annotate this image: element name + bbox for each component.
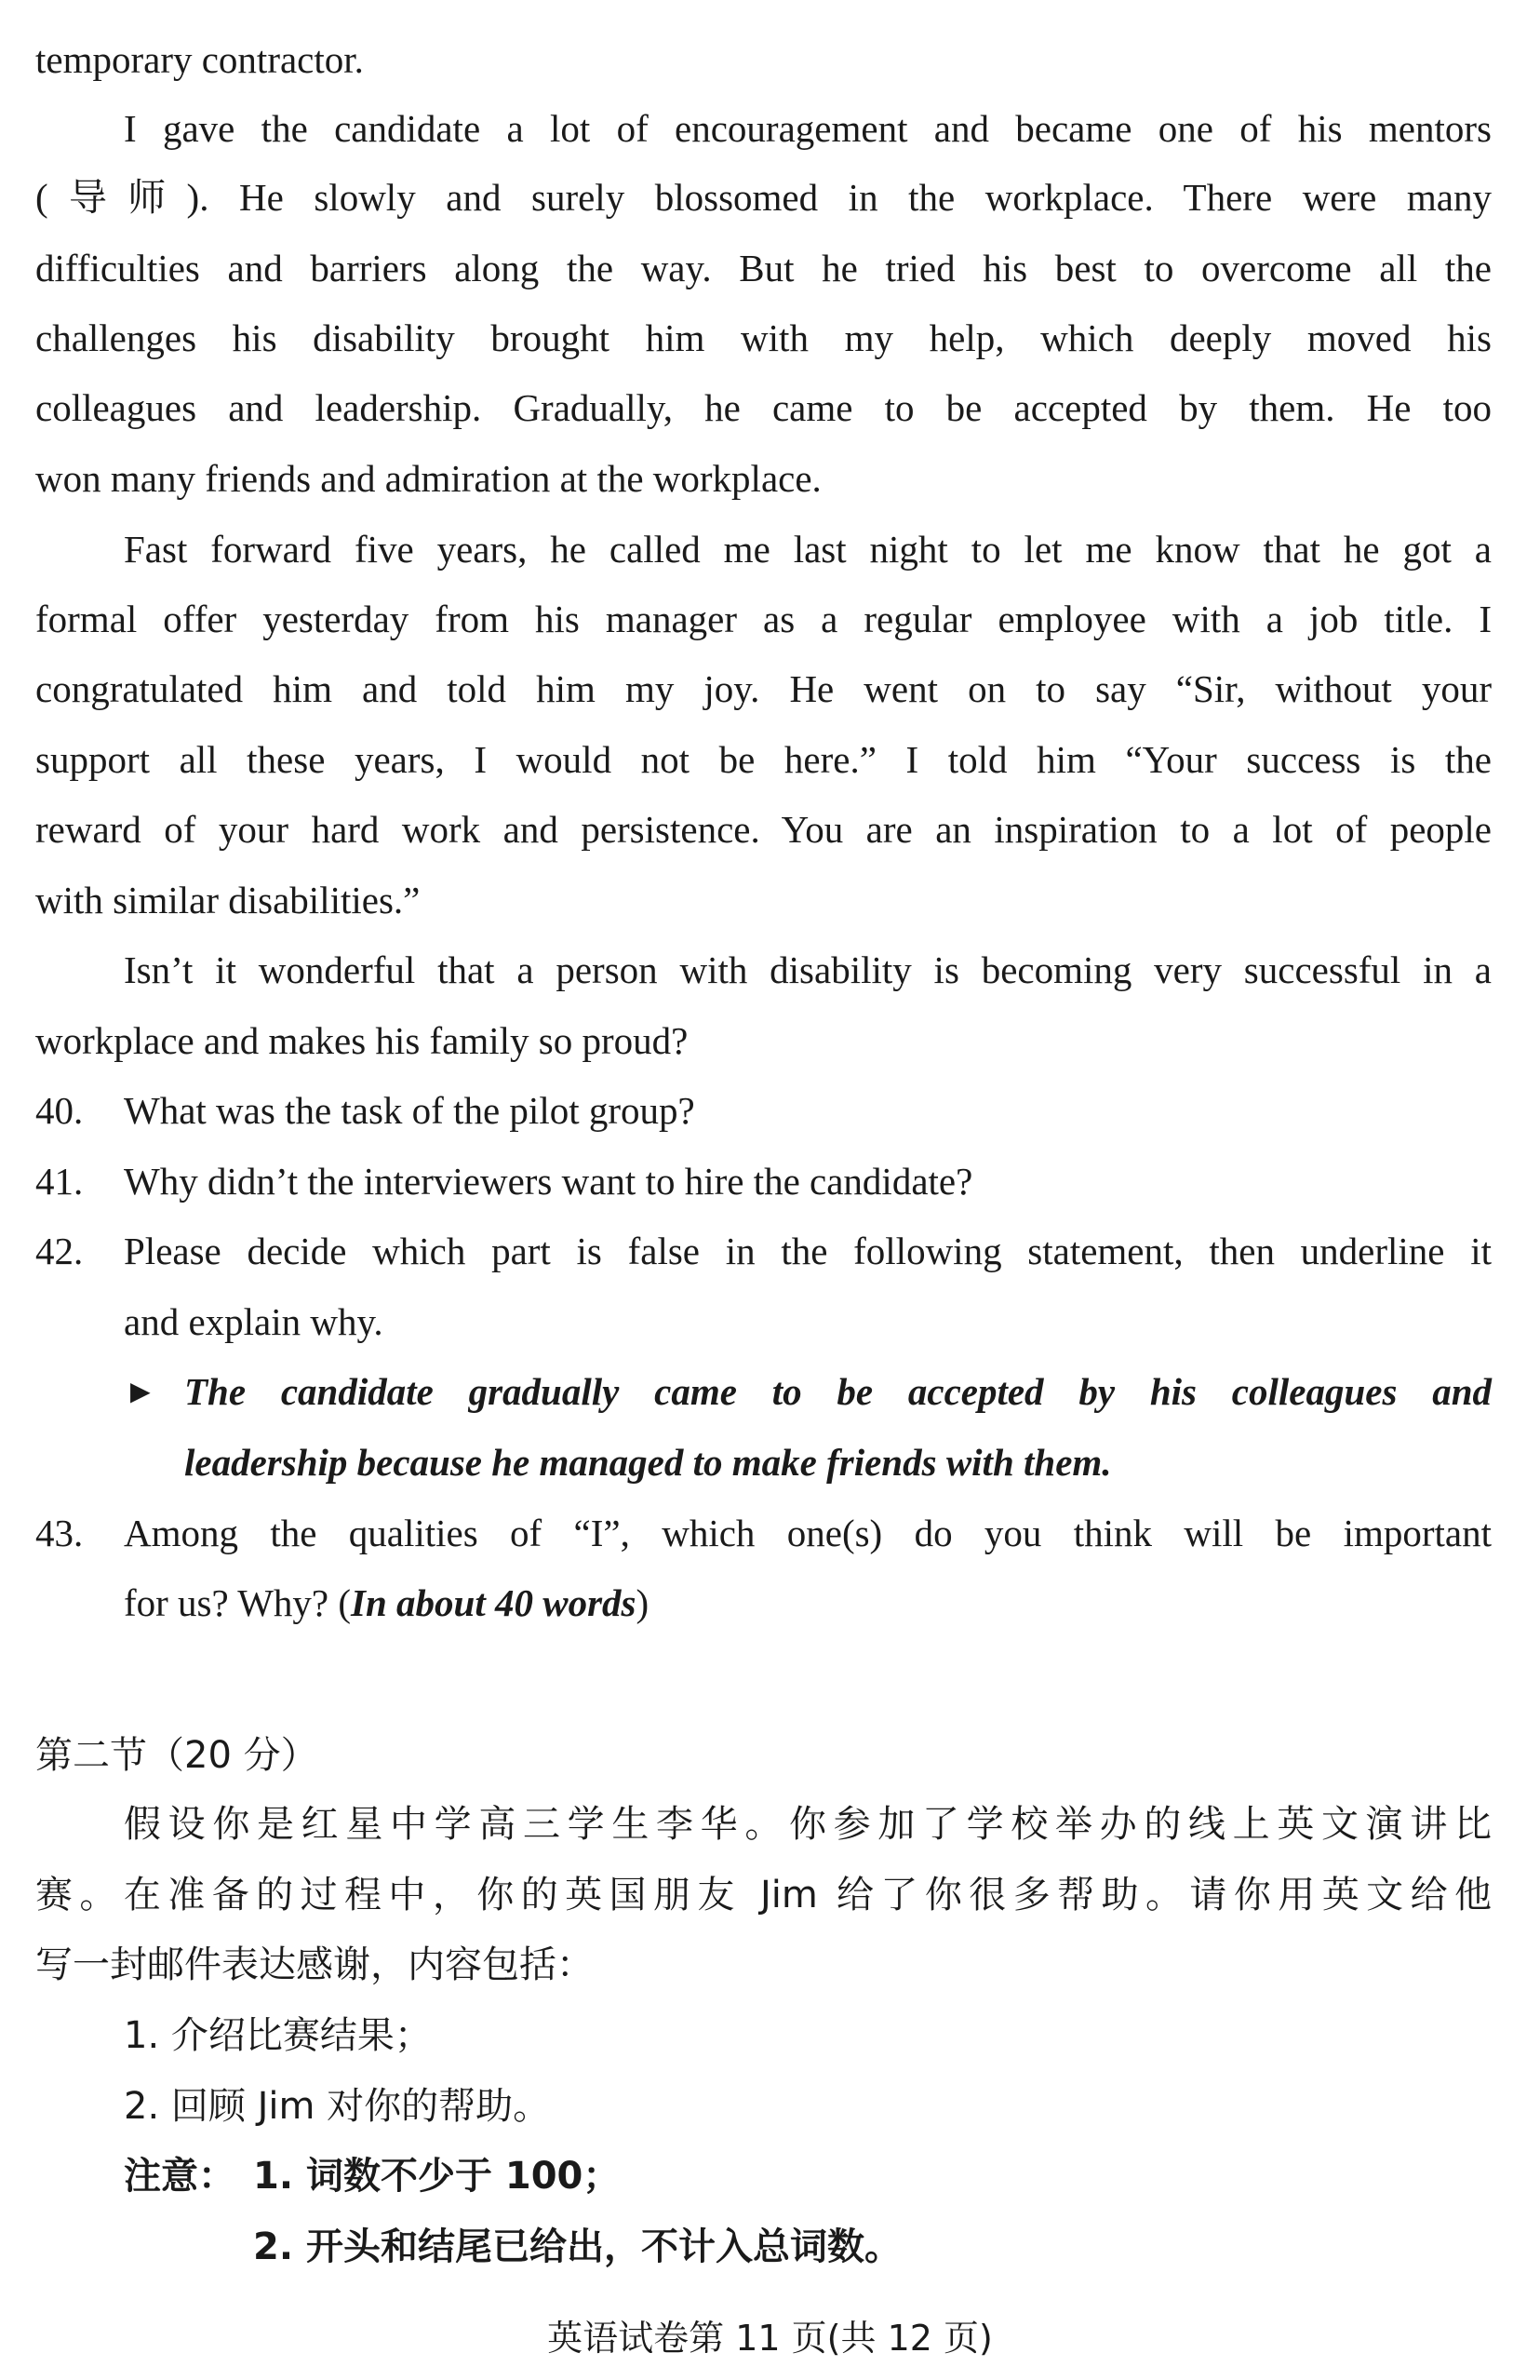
task-paragraph-line: 假设你是红星中学高三学生李华。你参加了学校举办的线上英文演讲比 <box>124 1803 1492 1846</box>
passage-line: formal offer yesterday from his manager as a regular employee with a job title. I <box>35 598 1492 640</box>
page-footer: 英语试卷第 11 页(共 12 页) <box>547 2318 993 2359</box>
passage-line: reward of your hard work and persistence. You are an inspiration to a lot of people <box>35 808 1492 851</box>
note-item: 1. 词数不少于 100； <box>253 2155 621 2198</box>
task-item: 2. 回顾 Jim 对你的帮助。 <box>124 2085 551 2128</box>
passage-line: (导师). He slowly and surely blossomed in the workplace. There were many <box>35 176 1492 219</box>
question-43-text: Among the qualities of “I”, which one(s) do you think will be important <box>124 1512 1492 1554</box>
passage-line: congratulated him and told him my joy. He went on to say “Sir, without your <box>35 667 1492 710</box>
question-40-text: What was the task of the pilot group? <box>124 1089 695 1132</box>
task-paragraph-line: 写一封邮件表达感谢，内容包括： <box>35 1943 594 1986</box>
question-number: 43. <box>35 1512 84 1554</box>
arrow-bullet-icon: ► <box>124 1373 157 1410</box>
note-item: 2. 开头和结尾已给出，不计入总词数。 <box>253 2225 902 2268</box>
passage-line: support all these years, I would not be here.” I told him “Your success is the <box>35 738 1492 781</box>
passage-line: challenges his disability brought him with my help, which deeply moved his <box>35 316 1492 359</box>
task-paragraph-line: 赛。在准备的过程中，你的英国朋友 Jim 给了你很多帮助。请你用英文给他 <box>35 1874 1492 1916</box>
passage-line: difficulties and barriers along the way. But he tried his best to overcome all the <box>35 247 1492 289</box>
note-label: 注意： <box>124 2155 235 2198</box>
statement-line: The candidate gradually came to be accepted by his colleagues and <box>184 1370 1492 1413</box>
question-43-text-cont <box>124 1579 1492 1627</box>
question-number: 41. <box>35 1160 84 1203</box>
task-item: 1. 介绍比赛结果； <box>124 2014 432 2057</box>
passage-line: colleagues and leadership. Gradually, he came to be accepted by them. He too <box>35 386 1492 429</box>
question-number: 42. <box>35 1230 84 1272</box>
passage-line: Fast forward five years, he called me last night to let me know that he got a <box>124 528 1492 571</box>
word-limit: In about 40 words <box>351 1581 636 1624</box>
passage-line: Isn’t it wonderful that a person with disability is becoming very successful in a <box>124 948 1492 991</box>
statement-line: leadership because he managed to make friends with them. <box>184 1441 1112 1484</box>
section-heading: 第二节（20 分） <box>35 1734 318 1777</box>
question-42-text-cont: and explain why. <box>124 1300 383 1343</box>
question-number: 40. <box>35 1089 84 1132</box>
passage-line: won many friends and admiration at the workplace. <box>35 457 822 500</box>
passage-line: I gave the candidate a lot of encouragement and became one of his mentors <box>124 107 1492 150</box>
word-limit-suffix: ) <box>636 1581 649 1624</box>
passage-line: with similar disabilities.” <box>35 879 421 921</box>
question-42-text: Please decide which part is false in the following statement, then underline it <box>124 1230 1492 1272</box>
passage-line: workplace and makes his family so proud? <box>35 1019 689 1062</box>
question-41-text: Why didn’t the interviewers want to hire the candidate? <box>124 1160 973 1203</box>
word-limit-prefix: for us? Why? ( <box>124 1581 352 1624</box>
passage-line: temporary contractor. <box>35 38 364 81</box>
